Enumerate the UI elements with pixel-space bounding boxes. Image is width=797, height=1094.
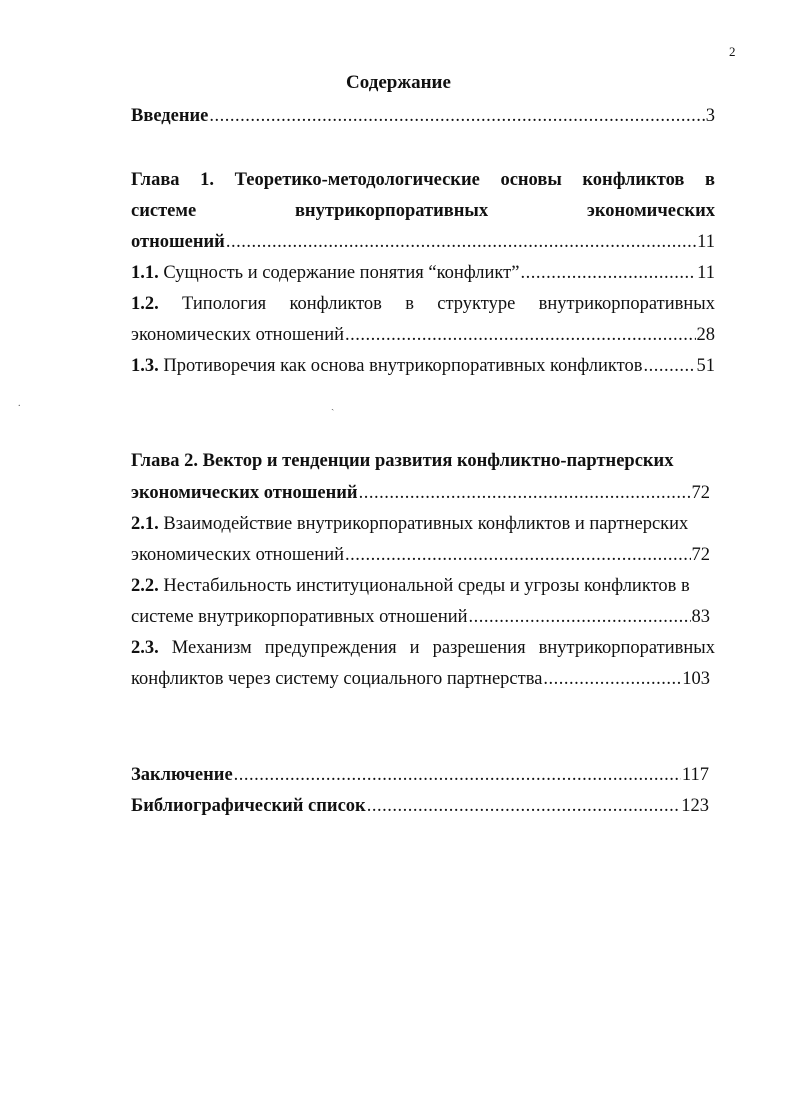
leader-dots	[644, 354, 696, 378]
toc-chapter-1-line-1[interactable]	[131, 168, 715, 192]
toc-section-2-3-line-2[interactable]	[131, 667, 710, 691]
leader-dots	[345, 323, 696, 347]
toc-section-2-1-line-2[interactable]	[131, 543, 710, 567]
toc-chapter-2-line-1[interactable]	[131, 449, 715, 473]
toc-page-number: 123	[681, 796, 709, 816]
leader-dots	[345, 543, 691, 567]
toc-page-number: 72	[691, 483, 710, 503]
toc-page-number: 83	[691, 607, 710, 627]
section-number: 1.2.	[131, 294, 159, 314]
toc-section-1-1[interactable]	[131, 261, 715, 285]
word: основы	[500, 170, 562, 190]
chapter-title: Глава 2. Вектор и тенденции развития конфликтно-партнерских	[131, 451, 674, 471]
toc-page-number: 3	[705, 106, 715, 126]
leader-dots	[520, 261, 696, 285]
word: внутрикорпоративных	[538, 294, 715, 314]
word: Теоретико-методологические	[234, 170, 480, 190]
section-number: 1.1.	[131, 263, 159, 283]
toc-entry-intro[interactable]	[131, 104, 715, 128]
leader-dots	[367, 794, 681, 818]
section-title: конфликтов через систему социального партнерства	[131, 669, 543, 689]
section-title: Нестабильность институциональной среды и угрозы конфликтов в	[163, 576, 690, 596]
word: в	[405, 294, 414, 314]
scan-speck: .	[18, 398, 21, 409]
leader-dots	[359, 481, 691, 505]
toc-chapter-1-line-3[interactable]	[131, 230, 715, 254]
section-number: 2.2.	[131, 576, 159, 596]
leader-dots	[209, 104, 704, 128]
section-title: экономических отношений	[131, 545, 344, 565]
scan-speck: ˎ	[331, 400, 335, 411]
toc-page-number: 103	[682, 669, 710, 689]
word: 1.	[200, 170, 215, 190]
toc-chapter-1-line-2[interactable]	[131, 199, 715, 223]
word: Механизм	[171, 638, 252, 658]
toc-entry-label: Заключение	[131, 765, 233, 785]
section-number: 2.3.	[131, 638, 159, 658]
leader-dots	[543, 667, 681, 691]
section-title: Противоречия как основа внутрикорпоративных конфликтов	[163, 356, 643, 376]
word: системе	[131, 201, 197, 221]
word: предупреждения	[264, 638, 397, 658]
toc-entry-label: отношений	[131, 232, 225, 252]
toc-chapter-2-line-2[interactable]	[131, 481, 710, 505]
toc-page-number: 28	[696, 325, 715, 345]
toc-section-1-3[interactable]	[131, 354, 715, 378]
toc-entry-conclusion[interactable]	[131, 763, 709, 787]
toc-section-2-3-line-1[interactable]	[131, 636, 715, 660]
section-number: 1.3.	[131, 356, 159, 376]
section-title: системе внутрикорпоративных отношений	[131, 607, 468, 627]
toc-page-number: 51	[696, 356, 715, 376]
word: разрешения	[432, 638, 526, 658]
toc-page-number: 11	[697, 232, 715, 252]
word: конфликтов	[289, 294, 382, 314]
toc-entry-label: Введение	[131, 106, 209, 126]
toc-section-2-2-line-1[interactable]	[131, 574, 715, 598]
toc-section-2-1-line-1[interactable]	[131, 512, 715, 536]
word: и	[409, 638, 420, 658]
section-title: Взаимодействие внутрикорпоративных конфликтов и партнерских	[163, 514, 689, 534]
page-number: 2	[729, 44, 736, 59]
section-title: Сущность и содержание понятия “конфликт”	[163, 263, 520, 283]
toc-page-number: 117	[681, 765, 709, 785]
section-title: экономических отношений	[131, 325, 344, 345]
leader-dots	[234, 763, 681, 787]
section-number: 2.1.	[131, 514, 159, 534]
toc-entry-label: Библиографический список	[131, 796, 366, 816]
word: внутрикорпоративных	[538, 638, 715, 658]
word: Глава	[131, 170, 180, 190]
toc-page-number: 11	[697, 263, 715, 283]
leader-dots	[226, 230, 696, 254]
toc-section-1-2-line-2[interactable]	[131, 323, 715, 347]
word: конфликтов	[582, 170, 685, 190]
toc-page-number: 72	[691, 545, 710, 565]
toc-section-1-2-line-1[interactable]	[131, 292, 715, 316]
toc-section-2-2-line-2[interactable]	[131, 605, 710, 629]
word: в	[704, 170, 715, 190]
toc-entry-bibliography[interactable]	[131, 794, 709, 818]
toc-entry-label: экономических отношений	[131, 483, 358, 503]
word: внутрикорпоративных	[294, 201, 489, 221]
toc-title: Содержание	[346, 72, 451, 93]
leader-dots	[469, 605, 691, 629]
word: экономических	[586, 201, 715, 221]
word: Типология	[182, 294, 267, 314]
word: структуре	[437, 294, 516, 314]
